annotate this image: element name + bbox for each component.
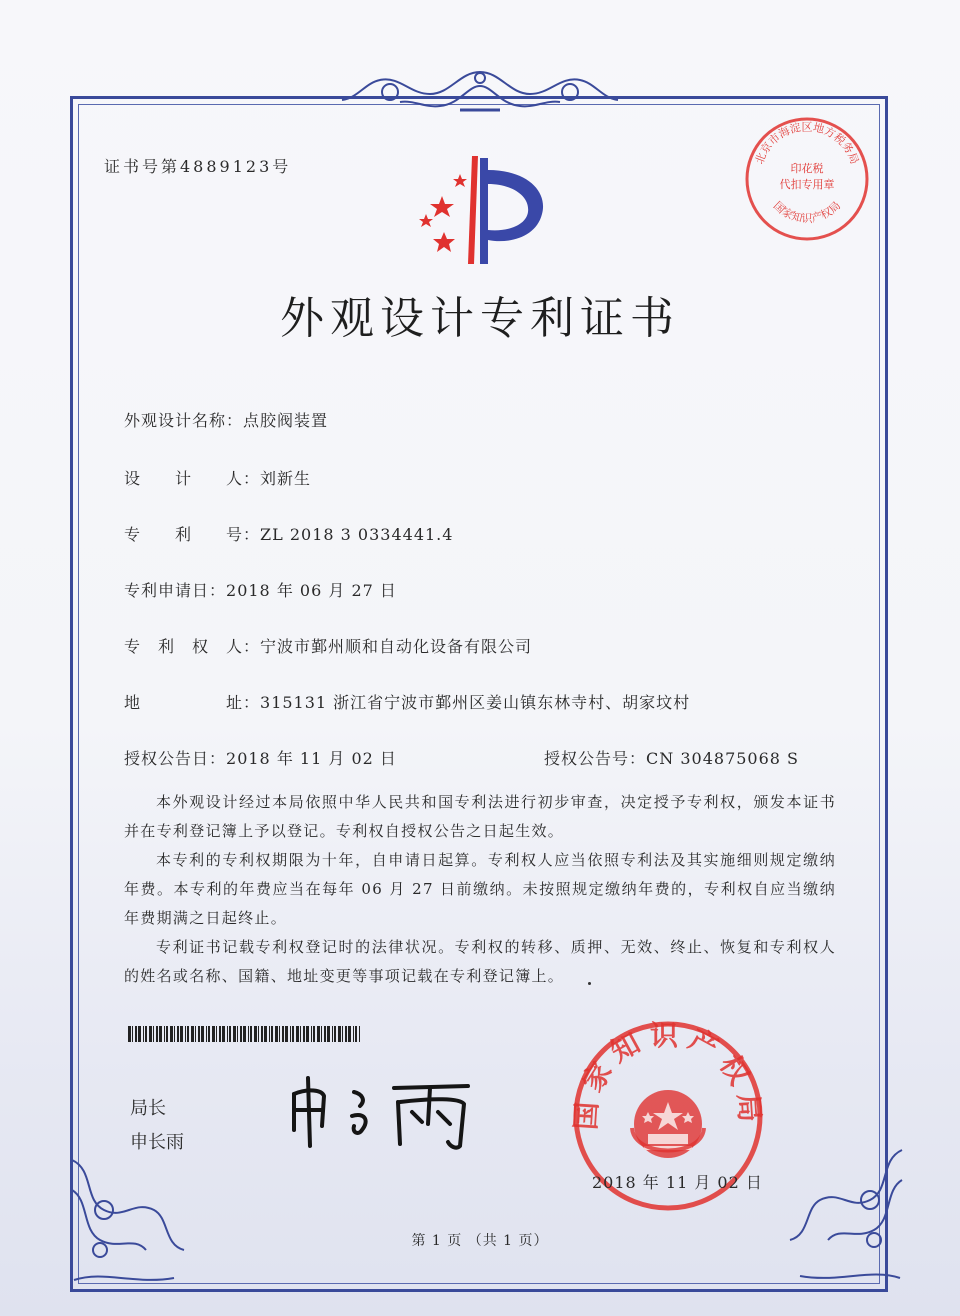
tax-stamp-bottom-text: 国家知识产权局: [770, 199, 844, 226]
announcement-number-field: [544, 746, 799, 769]
barcode-bar: [285, 1026, 288, 1042]
filing-date-field: [124, 578, 397, 601]
barcode-bar: [317, 1026, 320, 1042]
barcode-bar: [243, 1026, 246, 1042]
designer-label: 设 计 人：: [124, 469, 261, 488]
barcode-bar: [332, 1026, 333, 1042]
barcode-bar: [185, 1026, 186, 1042]
patent-number-label: 专 利 号：: [124, 525, 261, 544]
barcode-bar: [303, 1026, 305, 1042]
bottom-right-ornament: [780, 1140, 910, 1290]
barcode-bar: [149, 1026, 152, 1042]
statement-paragraph-2: 本专利的专利权期限为十年，自申请日起算。专利权人应当依照专利法及其实施细则规定缴纳年费。本专利的年费应当在每年 06 月 27 日前缴纳。未按照规定缴纳年费的，专利权自应当缴纳年费期满之日起终止。: [124, 851, 836, 927]
designer-value: 刘新生: [260, 469, 312, 488]
filing-date-label: 专利申请日：: [124, 581, 227, 600]
cnipa-logo-icon: [408, 152, 558, 270]
barcode-bar: [187, 1026, 189, 1042]
barcode-bar: [177, 1026, 179, 1042]
design-name-label: 外观设计名称：: [124, 411, 244, 430]
announcement-date-field: [124, 746, 397, 769]
patentee-value: 宁波市鄞州顺和自动化设备有限公司: [260, 637, 533, 656]
barcode-bar: [327, 1026, 330, 1042]
patent-number-field: [124, 522, 453, 545]
barcode-bar: [208, 1026, 210, 1042]
barcode-bar: [334, 1026, 336, 1042]
barcode-bar: [212, 1026, 215, 1042]
barcode-bar: [348, 1026, 351, 1042]
design-name-field: [124, 408, 328, 431]
barcode-bar: [296, 1026, 299, 1042]
barcode-bar: [300, 1026, 301, 1042]
barcode-bar: [128, 1026, 131, 1042]
barcode-bar: [306, 1026, 309, 1042]
bottom-left-ornament: [64, 1150, 194, 1290]
barcode-bar: [355, 1026, 357, 1042]
announcement-number-label: 授权公告号：: [544, 749, 647, 768]
grant-date: 2018 年 11 月 02 日: [592, 1173, 763, 1192]
announcement-number-value: CN 304875068 S: [646, 749, 800, 768]
director-signature: [282, 1072, 482, 1152]
barcode-bar: [345, 1026, 347, 1042]
tax-stamp-middle: 印花税: [790, 162, 824, 175]
barcode-bar: [271, 1026, 273, 1042]
barcode-bar: [248, 1026, 249, 1042]
barcode-bar: [170, 1026, 173, 1042]
barcode-bar: [143, 1026, 144, 1042]
barcode-bar: [311, 1026, 312, 1042]
statement-paragraph-3: 专利证书记载专利权登记时的法律状况。专利权的转移、质押、无效、终止、恢复和专利权人的姓名或名称、国籍、地址变更等事项记载在专利登记簿上。: [124, 938, 836, 985]
mark-dot: [588, 982, 591, 985]
barcode-bar: [342, 1026, 343, 1042]
barcode-bar: [233, 1026, 236, 1042]
barcode-bar: [222, 1026, 225, 1042]
barcode-bar: [219, 1026, 221, 1042]
director-title: 局长: [130, 1098, 166, 1119]
page-title: 外观设计专利证书: [280, 293, 680, 344]
barcode-bar: [269, 1026, 270, 1042]
address-value: 315131 浙江省宁波市鄞州区姜山镇东林寺村、胡家坟村: [260, 693, 691, 712]
tax-stamp-inner: 代扣专用章: [779, 178, 835, 191]
barcode-bar: [279, 1026, 280, 1042]
barcode-bar: [198, 1026, 200, 1042]
barcode-bar: [258, 1026, 259, 1042]
barcode-bar: [135, 1026, 137, 1042]
svg-text:国家知识产权局: 国家知识产权局: [569, 1019, 767, 1131]
barcode-bar: [261, 1026, 263, 1042]
design-name-value: 点胶阀装置: [243, 411, 329, 430]
barcode-bar: [174, 1026, 175, 1042]
barcode-bar: [240, 1026, 242, 1042]
page-footer: 第 1 页 （共 1 页）: [411, 1233, 549, 1249]
barcode-bar: [166, 1026, 168, 1042]
tax-stamp-outer-text: 北京市海淀区地方税务局: [752, 120, 862, 166]
top-ornament: [330, 64, 630, 118]
barcode-bar: [191, 1026, 194, 1042]
patentee-field: [124, 634, 532, 657]
barcode-bar: [359, 1026, 360, 1042]
barcode-bar: [324, 1026, 326, 1042]
patentee-label: 专 利 权 人：: [124, 637, 261, 656]
barcode-bar: [153, 1026, 154, 1042]
barcode-bar: [195, 1026, 196, 1042]
designer-field: [124, 466, 311, 489]
statement-paragraph-1: 本外观设计经过本局依照中华人民共和国专利法进行初步审查，决定授予专利权，颁发本证书并在专利登记簿上予以登记。专利权自授权公告之日起生效。: [124, 793, 836, 840]
barcode-bar: [264, 1026, 267, 1042]
barcode-bar: [206, 1026, 207, 1042]
statement-paragraphs: [124, 788, 836, 991]
tax-stamp: [742, 114, 872, 244]
barcode-bar: [145, 1026, 147, 1042]
barcode-bar: [159, 1026, 162, 1042]
barcode-bar: [353, 1026, 354, 1042]
barcode: [128, 1026, 360, 1042]
barcode-bar: [290, 1026, 291, 1042]
barcode-bar: [338, 1026, 341, 1042]
barcode-bar: [237, 1026, 238, 1042]
barcode-bar: [138, 1026, 141, 1042]
barcode-bar: [282, 1026, 284, 1042]
barcode-bar: [229, 1026, 231, 1042]
barcode-bar: [201, 1026, 204, 1042]
announcement-date-label: 授权公告日：: [124, 749, 227, 768]
barcode-bar: [164, 1026, 165, 1042]
barcode-bar: [313, 1026, 315, 1042]
barcode-bar: [250, 1026, 252, 1042]
barcode-bar: [292, 1026, 294, 1042]
director-name: 申长雨: [130, 1132, 184, 1153]
barcode-bar: [254, 1026, 257, 1042]
filing-date-value: 2018 年 06 月 27 日: [226, 581, 397, 600]
patent-number-value: ZL 2018 3 0334441.4: [260, 525, 454, 544]
announcement-date-value: 2018 年 11 月 02 日: [226, 749, 397, 768]
barcode-bar: [275, 1026, 278, 1042]
barcode-bar: [216, 1026, 217, 1042]
barcode-bar: [227, 1026, 228, 1042]
certificate-number: 证书号第4889123号: [104, 157, 292, 176]
address-label: 地 址：: [124, 693, 261, 712]
svg-text:北京市海淀区地方税务局: [753, 120, 861, 166]
barcode-bar: [132, 1026, 133, 1042]
barcode-bar: [180, 1026, 183, 1042]
svg-text:国家知识产权局: [771, 199, 843, 225]
address-field: [124, 690, 690, 713]
barcode-bar: [156, 1026, 158, 1042]
barcode-bar: [321, 1026, 322, 1042]
